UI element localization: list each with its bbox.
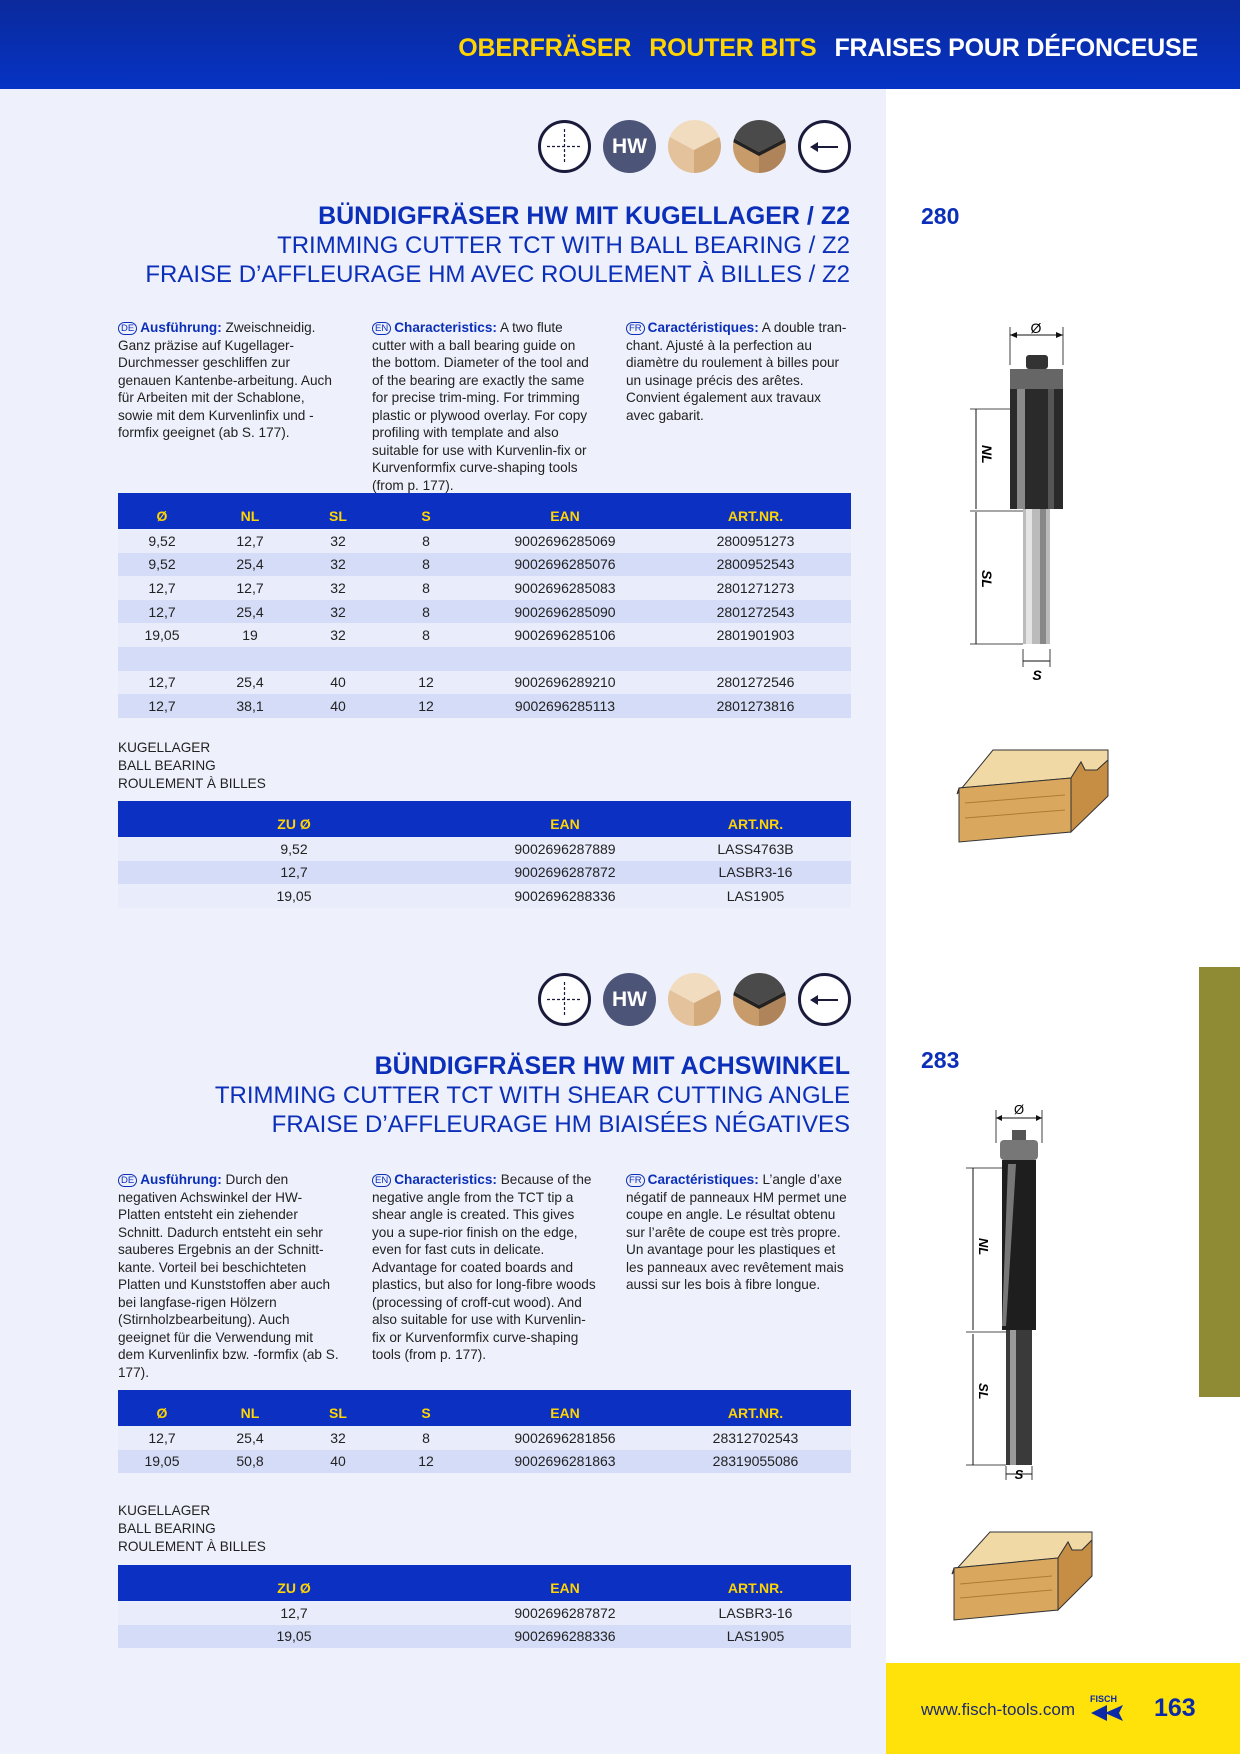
col-header: NL bbox=[206, 493, 294, 529]
sl-label: SL bbox=[979, 570, 995, 588]
table-cell: 12 bbox=[382, 1450, 470, 1474]
table-cell: 8 bbox=[382, 600, 470, 624]
title-de: BÜNDIGFRÄSER HW MIT ACHSWINKEL bbox=[374, 1052, 850, 1080]
table-row bbox=[118, 671, 851, 695]
table-cell: 9002696287872 bbox=[470, 861, 660, 885]
lang-badge: FR bbox=[626, 322, 645, 335]
table-cell: 9002696285076 bbox=[470, 553, 660, 577]
feed-direction-icon bbox=[798, 120, 851, 173]
title-en: TRIMMING CUTTER TCT WITH BALL BEARING / Z2 bbox=[277, 232, 850, 259]
table-row bbox=[118, 1625, 851, 1649]
table-cell: 28312702543 bbox=[660, 1426, 851, 1450]
coated-board-icon bbox=[733, 973, 786, 1026]
title-de: BÜNDIGFRÄSER HW MIT KUGELLAGER / Z2 bbox=[318, 202, 850, 230]
desc-label: Caractéristiques: bbox=[647, 320, 759, 335]
table-row bbox=[118, 1450, 851, 1474]
table-cell: 12,7 bbox=[118, 694, 206, 718]
col-header: EAN bbox=[470, 801, 660, 837]
table-cell: 25,4 bbox=[206, 553, 294, 577]
table-cell: 8 bbox=[382, 529, 470, 553]
profile-283-image bbox=[950, 1530, 1095, 1622]
fisch-logo bbox=[1089, 1693, 1129, 1723]
table-cell: 9002696281856 bbox=[470, 1426, 660, 1450]
header-title-en: ROUTER BITS bbox=[649, 34, 817, 62]
table-cell: 9002696285090 bbox=[470, 600, 660, 624]
desc-text: Zweischneidig. Ganz präzise auf Kugellager-Durchmesser geschliffen zur genauen Kantenbe-arbeitung. Auch für Arbeiten mit der Schablone, sowie mit dem Kurvenlinfix und -formfix geeignet (ab S. 177). bbox=[118, 320, 332, 440]
desc-label: Ausführung: bbox=[140, 320, 222, 335]
coated-board-icon bbox=[733, 120, 786, 173]
table-cell: 19,05 bbox=[118, 884, 470, 908]
desc-label: Characteristics: bbox=[394, 320, 497, 335]
col-header: Ø bbox=[118, 1390, 206, 1426]
table-cell: 38,1 bbox=[206, 694, 294, 718]
table-cell: 9002696285106 bbox=[470, 623, 660, 647]
s-label: S bbox=[1014, 1467, 1024, 1482]
table-cell: LASBR3-16 bbox=[660, 1601, 851, 1625]
table-cell: 8 bbox=[382, 1426, 470, 1450]
col-header: EAN bbox=[470, 1390, 660, 1426]
table-row bbox=[118, 529, 851, 553]
table-cell: 32 bbox=[294, 1426, 382, 1450]
table-cell: 19 bbox=[206, 623, 294, 647]
table-cell: 9,52 bbox=[118, 837, 470, 861]
page-number: 163 bbox=[1154, 1694, 1196, 1722]
s-label: S bbox=[1032, 667, 1042, 683]
bearing-label-en: BALL BEARING bbox=[118, 1521, 216, 1536]
product-number: 280 bbox=[921, 203, 960, 229]
col-header: NL bbox=[206, 1390, 294, 1426]
header-title-de: OBERFRÄSER bbox=[458, 34, 632, 62]
header-title-fr: FRAISES POUR DÉFONCEUSE bbox=[834, 34, 1198, 62]
table-cell: 9002696288336 bbox=[470, 884, 660, 908]
table-cell: 9,52 bbox=[118, 553, 206, 577]
website-link[interactable]: www.fisch-tools.com bbox=[921, 1700, 1075, 1719]
spec-table-280 bbox=[118, 493, 851, 718]
product-280-icons bbox=[538, 120, 851, 173]
table-cell: 32 bbox=[294, 600, 382, 624]
col-header: EAN bbox=[470, 493, 660, 529]
table-cell: 32 bbox=[294, 576, 382, 600]
table-cell: 2800951273 bbox=[660, 529, 851, 553]
table-cell: 12,7 bbox=[206, 529, 294, 553]
table-row bbox=[118, 884, 851, 908]
col-header: ART.NR. bbox=[660, 1390, 851, 1426]
table-cell: 2801272546 bbox=[660, 671, 851, 695]
chapter-side-tab bbox=[1199, 967, 1240, 1397]
description-fr bbox=[626, 1171, 851, 1294]
crosshair-icon bbox=[538, 973, 591, 1026]
table-cell: 25,4 bbox=[206, 600, 294, 624]
description-de bbox=[118, 319, 343, 442]
router-bit-283-drawing bbox=[960, 1098, 1060, 1493]
desc-label: Caractéristiques: bbox=[647, 1172, 759, 1187]
table-row bbox=[118, 576, 851, 600]
table-cell: 9002696288336 bbox=[470, 1625, 660, 1649]
header-titles bbox=[440, 34, 1198, 63]
description-en bbox=[372, 1171, 597, 1364]
table-cell: 2801272543 bbox=[660, 600, 851, 624]
table-cell bbox=[118, 647, 206, 671]
table-cell: 40 bbox=[294, 1450, 382, 1474]
table-cell bbox=[382, 647, 470, 671]
lang-badge: EN bbox=[372, 1174, 391, 1187]
lang-badge: FR bbox=[626, 1174, 645, 1187]
desc-label: Characteristics: bbox=[394, 1172, 497, 1187]
table-cell: 9002696287872 bbox=[470, 1601, 660, 1625]
desc-text: Because of the negative angle from the TCT tip a shear angle is created. This gives you a supe-rior finish on the edge, even for fast cuts in delicate. Advantage for coated boards and plastics, but also for long-fibre woods (processing of croff-cut wood). And also suitable for use with Kurvenlin-fix or Kurvenformfix curve-shaping tools (from p. 177). bbox=[372, 1172, 596, 1362]
table-cell bbox=[660, 647, 851, 671]
page-header bbox=[0, 0, 1240, 89]
table-cell: 2801271273 bbox=[660, 576, 851, 600]
lang-badge: EN bbox=[372, 322, 391, 335]
table-cell: 2801901903 bbox=[660, 623, 851, 647]
table-cell: 12,7 bbox=[206, 576, 294, 600]
table-cell: LASBR3-16 bbox=[660, 861, 851, 885]
bearing-table-283 bbox=[118, 1565, 851, 1648]
table-row bbox=[118, 1601, 851, 1625]
col-header: Ø bbox=[118, 493, 206, 529]
table-cell: 50,8 bbox=[206, 1450, 294, 1474]
table-row bbox=[118, 553, 851, 577]
description-en bbox=[372, 319, 597, 494]
page-footer bbox=[886, 1663, 1240, 1754]
col-header: SL bbox=[294, 1390, 382, 1426]
router-bit-280-drawing bbox=[960, 315, 1080, 685]
table-cell: 12 bbox=[382, 671, 470, 695]
table-cell: 12,7 bbox=[118, 1601, 470, 1625]
table-row bbox=[118, 600, 851, 624]
bearing-label-280 bbox=[118, 739, 266, 793]
table-cell: 32 bbox=[294, 623, 382, 647]
table-cell: 25,4 bbox=[206, 671, 294, 695]
product-280-title bbox=[145, 201, 850, 289]
diameter-label: Ø bbox=[1013, 1102, 1025, 1117]
table-cell: 40 bbox=[294, 671, 382, 695]
softwood-icon bbox=[668, 120, 721, 173]
table-row bbox=[118, 861, 851, 885]
table-cell: LASS4763B bbox=[660, 837, 851, 861]
table-cell: LAS1905 bbox=[660, 1625, 851, 1649]
table-cell: 32 bbox=[294, 529, 382, 553]
desc-text: A two flute cutter with a ball bearing guide on the bottom. Diameter of the tool and of the bearing are exactly the same for precise trim-ming. For trimming plastic or plywood overlay. For copy profiling with template and also suitable for use with Kurvenlin-fix or Kurvenformfix curve-shaping tools (from p. 177). bbox=[372, 320, 589, 493]
col-header: ART.NR. bbox=[660, 493, 851, 529]
table-cell: 8 bbox=[382, 553, 470, 577]
desc-text: Durch den negativen Achswinkel der HW-Platten entsteht ein ziehender Schnitt. Dadurch entsteht ein sehr sauberes Ergebnis an der Schnitt-kante. Vorteil bei beschichteten Platten und Kunststoffen aber auch bei langfase-rigen Hölzern (Stirnholzbearbeitung). Auch geeignet für die Verwendung mit dem Kurvenlinfix bzw. -formfix (ab S. 177). bbox=[118, 1172, 339, 1380]
diameter-label: Ø bbox=[1030, 320, 1042, 336]
desc-label: Ausführung: bbox=[140, 1172, 222, 1187]
title-fr: FRAISE D’AFFLEURAGE HM BIAISÉES NÉGATIVES bbox=[271, 1111, 850, 1138]
col-header: EAN bbox=[470, 1565, 660, 1601]
profile-280-image bbox=[955, 748, 1110, 844]
sl-label: SL bbox=[976, 1383, 991, 1400]
table-cell: 19,05 bbox=[118, 1625, 470, 1649]
bearing-label-de: KUGELLAGER bbox=[118, 740, 211, 755]
table-cell: 8 bbox=[382, 576, 470, 600]
bearing-label-en: BALL BEARING bbox=[118, 758, 216, 773]
col-header: SL bbox=[294, 493, 382, 529]
bearing-label-de: KUGELLAGER bbox=[118, 1503, 211, 1518]
table-cell: 19,05 bbox=[118, 623, 206, 647]
title-fr: FRAISE D’AFFLEURAGE HM AVEC ROULEMENT À BILLES / Z2 bbox=[145, 261, 850, 288]
table-cell: 12,7 bbox=[118, 576, 206, 600]
bearing-label-fr: ROULEMENT À BILLES bbox=[118, 776, 266, 791]
col-header: S bbox=[382, 493, 470, 529]
table-cell bbox=[470, 647, 660, 671]
nl-label: NL bbox=[979, 445, 995, 464]
col-header: ZU Ø bbox=[118, 801, 470, 837]
table-cell bbox=[206, 647, 294, 671]
table-row bbox=[118, 837, 851, 861]
desc-text: A double tran-chant. Ajusté à la perfection au diamètre du roulement à billes pour un usinage précis des arêtes. Convient également aux travaux avec gabarit. bbox=[626, 320, 847, 423]
table-cell: LAS1905 bbox=[660, 884, 851, 908]
feed-direction-icon bbox=[798, 973, 851, 1026]
table-cell: 9002696285113 bbox=[470, 694, 660, 718]
table-row bbox=[118, 1426, 851, 1450]
title-en: TRIMMING CUTTER TCT WITH SHEAR CUTTING ANGLE bbox=[214, 1082, 850, 1109]
description-fr bbox=[626, 319, 851, 424]
nl-label: NL bbox=[976, 1238, 991, 1256]
product-283-title bbox=[215, 1051, 850, 1139]
product-number: 283 bbox=[921, 1047, 960, 1073]
table-cell: 12,7 bbox=[118, 861, 470, 885]
product-283-icons bbox=[538, 973, 851, 1026]
spec-table-283 bbox=[118, 1390, 851, 1473]
col-header: S bbox=[382, 1390, 470, 1426]
softwood-icon bbox=[668, 973, 721, 1026]
col-header: ART.NR. bbox=[660, 801, 851, 837]
table-cell: 9,52 bbox=[118, 529, 206, 553]
table-cell: 28319055086 bbox=[660, 1450, 851, 1474]
hw-carbide-icon: HW bbox=[603, 120, 656, 173]
logo-text: FISCH bbox=[1090, 1694, 1117, 1704]
crosshair-icon bbox=[538, 120, 591, 173]
table-cell: 25,4 bbox=[206, 1426, 294, 1450]
table-cell: 12,7 bbox=[118, 671, 206, 695]
table-cell: 9002696285083 bbox=[470, 576, 660, 600]
table-cell: 12,7 bbox=[118, 600, 206, 624]
table-cell: 12,7 bbox=[118, 1426, 206, 1450]
col-header: ZU Ø bbox=[118, 1565, 470, 1601]
bearing-table-280 bbox=[118, 801, 851, 908]
table-cell: 2801273816 bbox=[660, 694, 851, 718]
table-cell: 8 bbox=[382, 623, 470, 647]
bearing-label-fr: ROULEMENT À BILLES bbox=[118, 1539, 266, 1554]
table-row-spacer bbox=[118, 647, 851, 671]
table-cell bbox=[294, 647, 382, 671]
desc-text: L’angle d’axe négatif de panneaux HM permet une coupe en angle. Le résultat obtenu sur l’arête de coupe est très propre. Un avantage pour les plastiques et les panneaux avec revêtement mais aussi sur les bois à fibre longue. bbox=[626, 1172, 847, 1292]
col-header: ART.NR. bbox=[660, 1565, 851, 1601]
table-cell: 9002696289210 bbox=[470, 671, 660, 695]
table-cell: 9002696285069 bbox=[470, 529, 660, 553]
table-cell: 40 bbox=[294, 694, 382, 718]
table-row bbox=[118, 623, 851, 647]
table-cell: 32 bbox=[294, 553, 382, 577]
hw-carbide-icon: HW bbox=[603, 973, 656, 1026]
table-cell: 19,05 bbox=[118, 1450, 206, 1474]
lang-badge: DE bbox=[118, 1174, 137, 1187]
table-cell: 9002696287889 bbox=[470, 837, 660, 861]
table-row bbox=[118, 694, 851, 718]
lang-badge: DE bbox=[118, 322, 137, 335]
table-cell: 12 bbox=[382, 694, 470, 718]
bearing-label-283 bbox=[118, 1502, 266, 1556]
description-de bbox=[118, 1171, 343, 1381]
table-cell: 2800952543 bbox=[660, 553, 851, 577]
table-cell: 9002696281863 bbox=[470, 1450, 660, 1474]
